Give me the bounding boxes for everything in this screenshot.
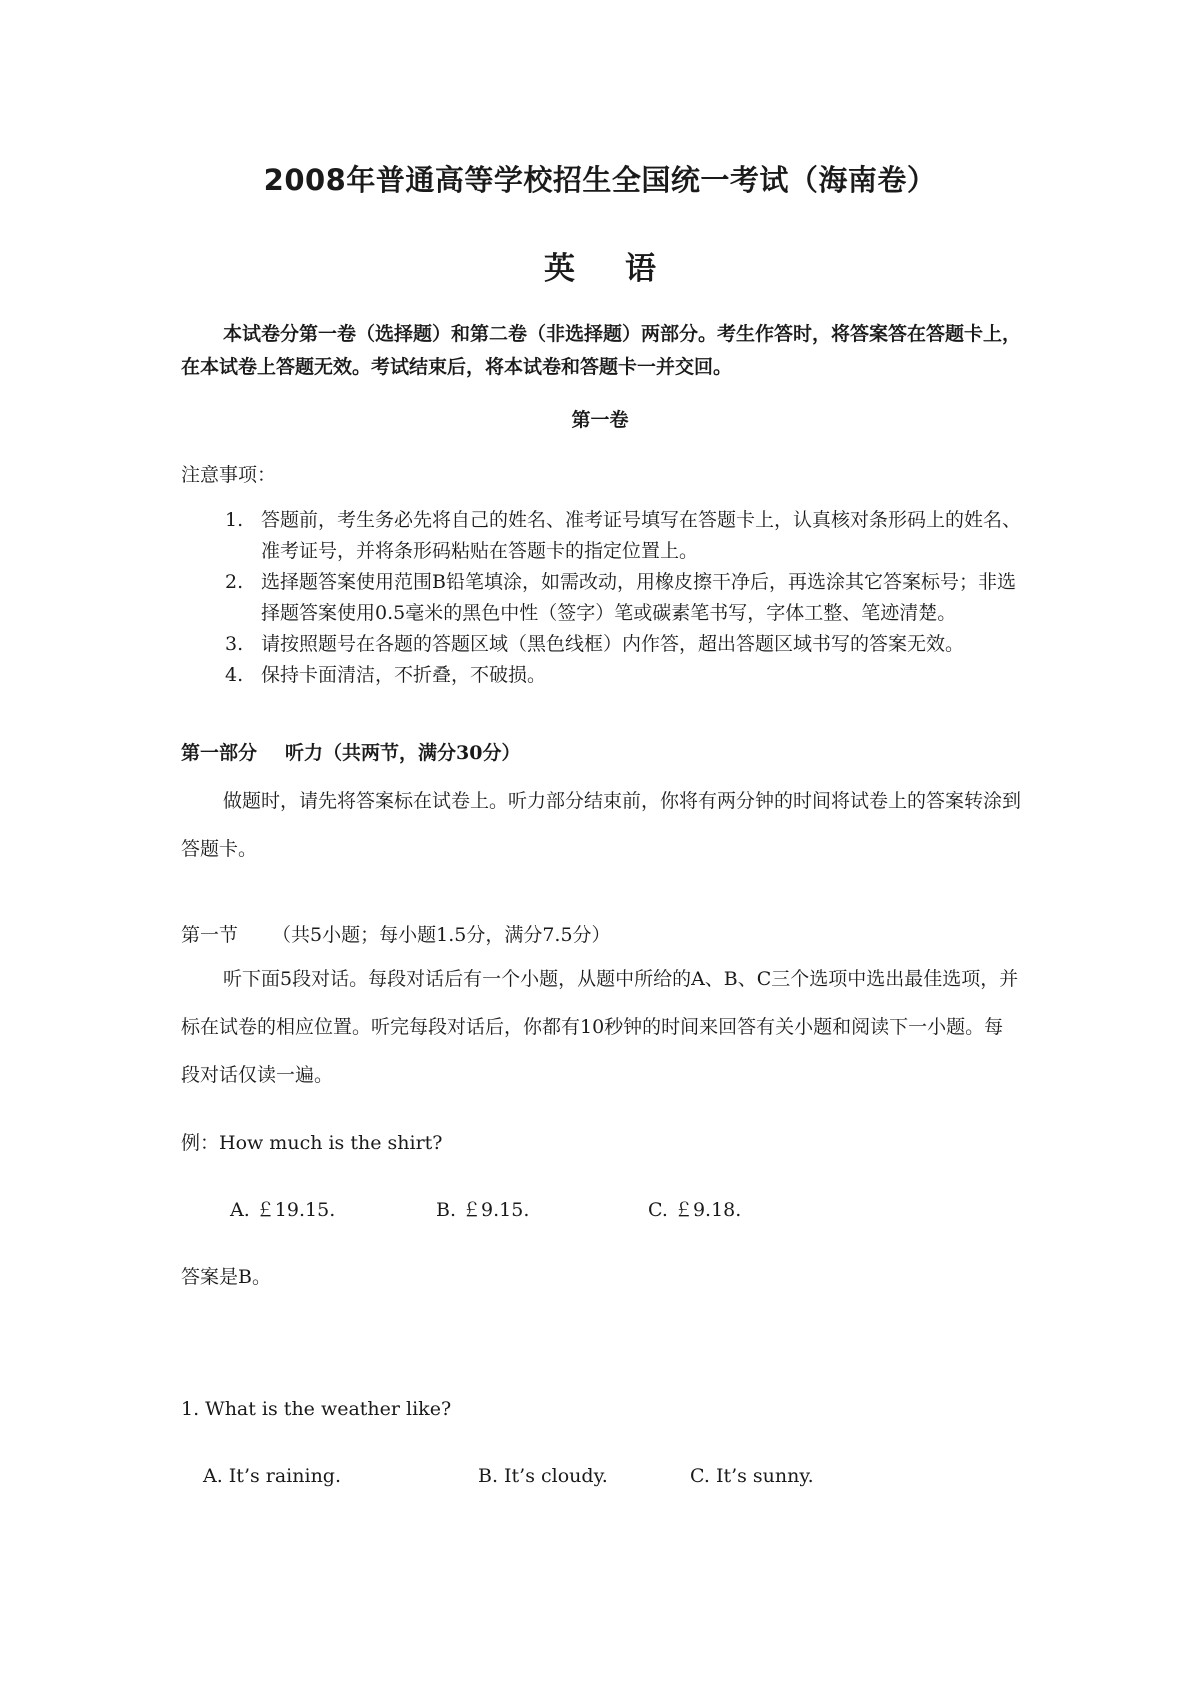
notes-item-text: 答题前，考生务必先将自己的姓名、准考证号填写在答题卡上，认真核对条形码上的姓名、准考证号，并将条形码粘贴在答题卡的指定位置上。 xyxy=(261,509,1022,562)
exam-title: 2008年普通高等学校招生全国统一考试（海南卷） xyxy=(263,163,937,197)
section1-label: 第一节 xyxy=(181,924,239,946)
question-1-option-a: A. It’s raining. xyxy=(203,1465,342,1487)
notes-item-text: 选择题答案使用范围B铅笔填涂，如需改动，用橡皮擦干净后，再选涂其它答案标号；非选择题答案使用0.5毫米的黑色中性（签字）笔或碳素笔书写，字体工整、笔迹清楚。 xyxy=(261,571,1016,624)
notes-item xyxy=(181,505,1021,567)
exam-intro: 本试卷分第一卷（选择题）和第二卷（非选择题）两部分。考生作答时，将答案答在答题卡上，在本试卷上答题无效。考试结束后，将本试卷和答题卡一并交回。 xyxy=(181,323,1022,378)
volume-label: 第一卷 xyxy=(571,409,629,431)
example-question: 例：How much is the shirt? xyxy=(181,1132,443,1154)
part1-heading xyxy=(181,738,520,765)
notes-item xyxy=(181,567,1021,629)
section1-info: （共5小题；每小题1.5分，满分7.5分） xyxy=(272,924,611,946)
notes-item-text: 请按照题号在各题的答题区域（黑色线框）内作答，超出答题区域书写的答案无效。 xyxy=(261,633,965,655)
example-option-c: C. ￡9.18. xyxy=(648,1199,742,1221)
notes-item-number: 1. xyxy=(225,509,244,531)
section1-instructions: 听下面5段对话。每段对话后有一个小题，从题中所给的A、B、C三个选项中选出最佳选项，并标在试卷的相应位置。听完每段对话后，你都有10秒钟的时间来回答有关小题和阅读下一小题。每段对话仅读一遍。 xyxy=(181,968,1019,1086)
part1-title: 听力（共两节，满分30分） xyxy=(285,742,521,764)
question-1-option-c: C. It’s sunny. xyxy=(690,1465,814,1487)
subject-title: 英语 xyxy=(544,251,706,287)
example-answer: 答案是B。 xyxy=(181,1266,271,1288)
example-option-b: B. ￡9.15. xyxy=(436,1199,530,1221)
question-1: 1. What is the weather like? xyxy=(181,1398,452,1420)
notes-item-number: 2. xyxy=(225,571,244,593)
notes-item xyxy=(181,660,1021,691)
notes-item-number: 4. xyxy=(225,664,244,686)
part1-instructions: 做题时，请先将答案标在试卷上。听力部分结束前，你将有两分钟的时间将试卷上的答案转涂到答题卡。 xyxy=(181,790,1022,860)
notes-item xyxy=(181,629,1021,660)
example-option-a: A. ￡19.15. xyxy=(230,1199,336,1221)
notes-item-text: 保持卡面清洁，不折叠，不破损。 xyxy=(261,664,547,686)
part1-label: 第一部分 xyxy=(181,742,258,764)
notes-item-number: 3. xyxy=(225,633,244,655)
question-1-option-b: B. It’s cloudy. xyxy=(478,1465,608,1487)
notes-list xyxy=(181,505,1021,691)
section1-heading xyxy=(181,920,611,947)
notes-heading: 注意事项： xyxy=(181,464,277,486)
